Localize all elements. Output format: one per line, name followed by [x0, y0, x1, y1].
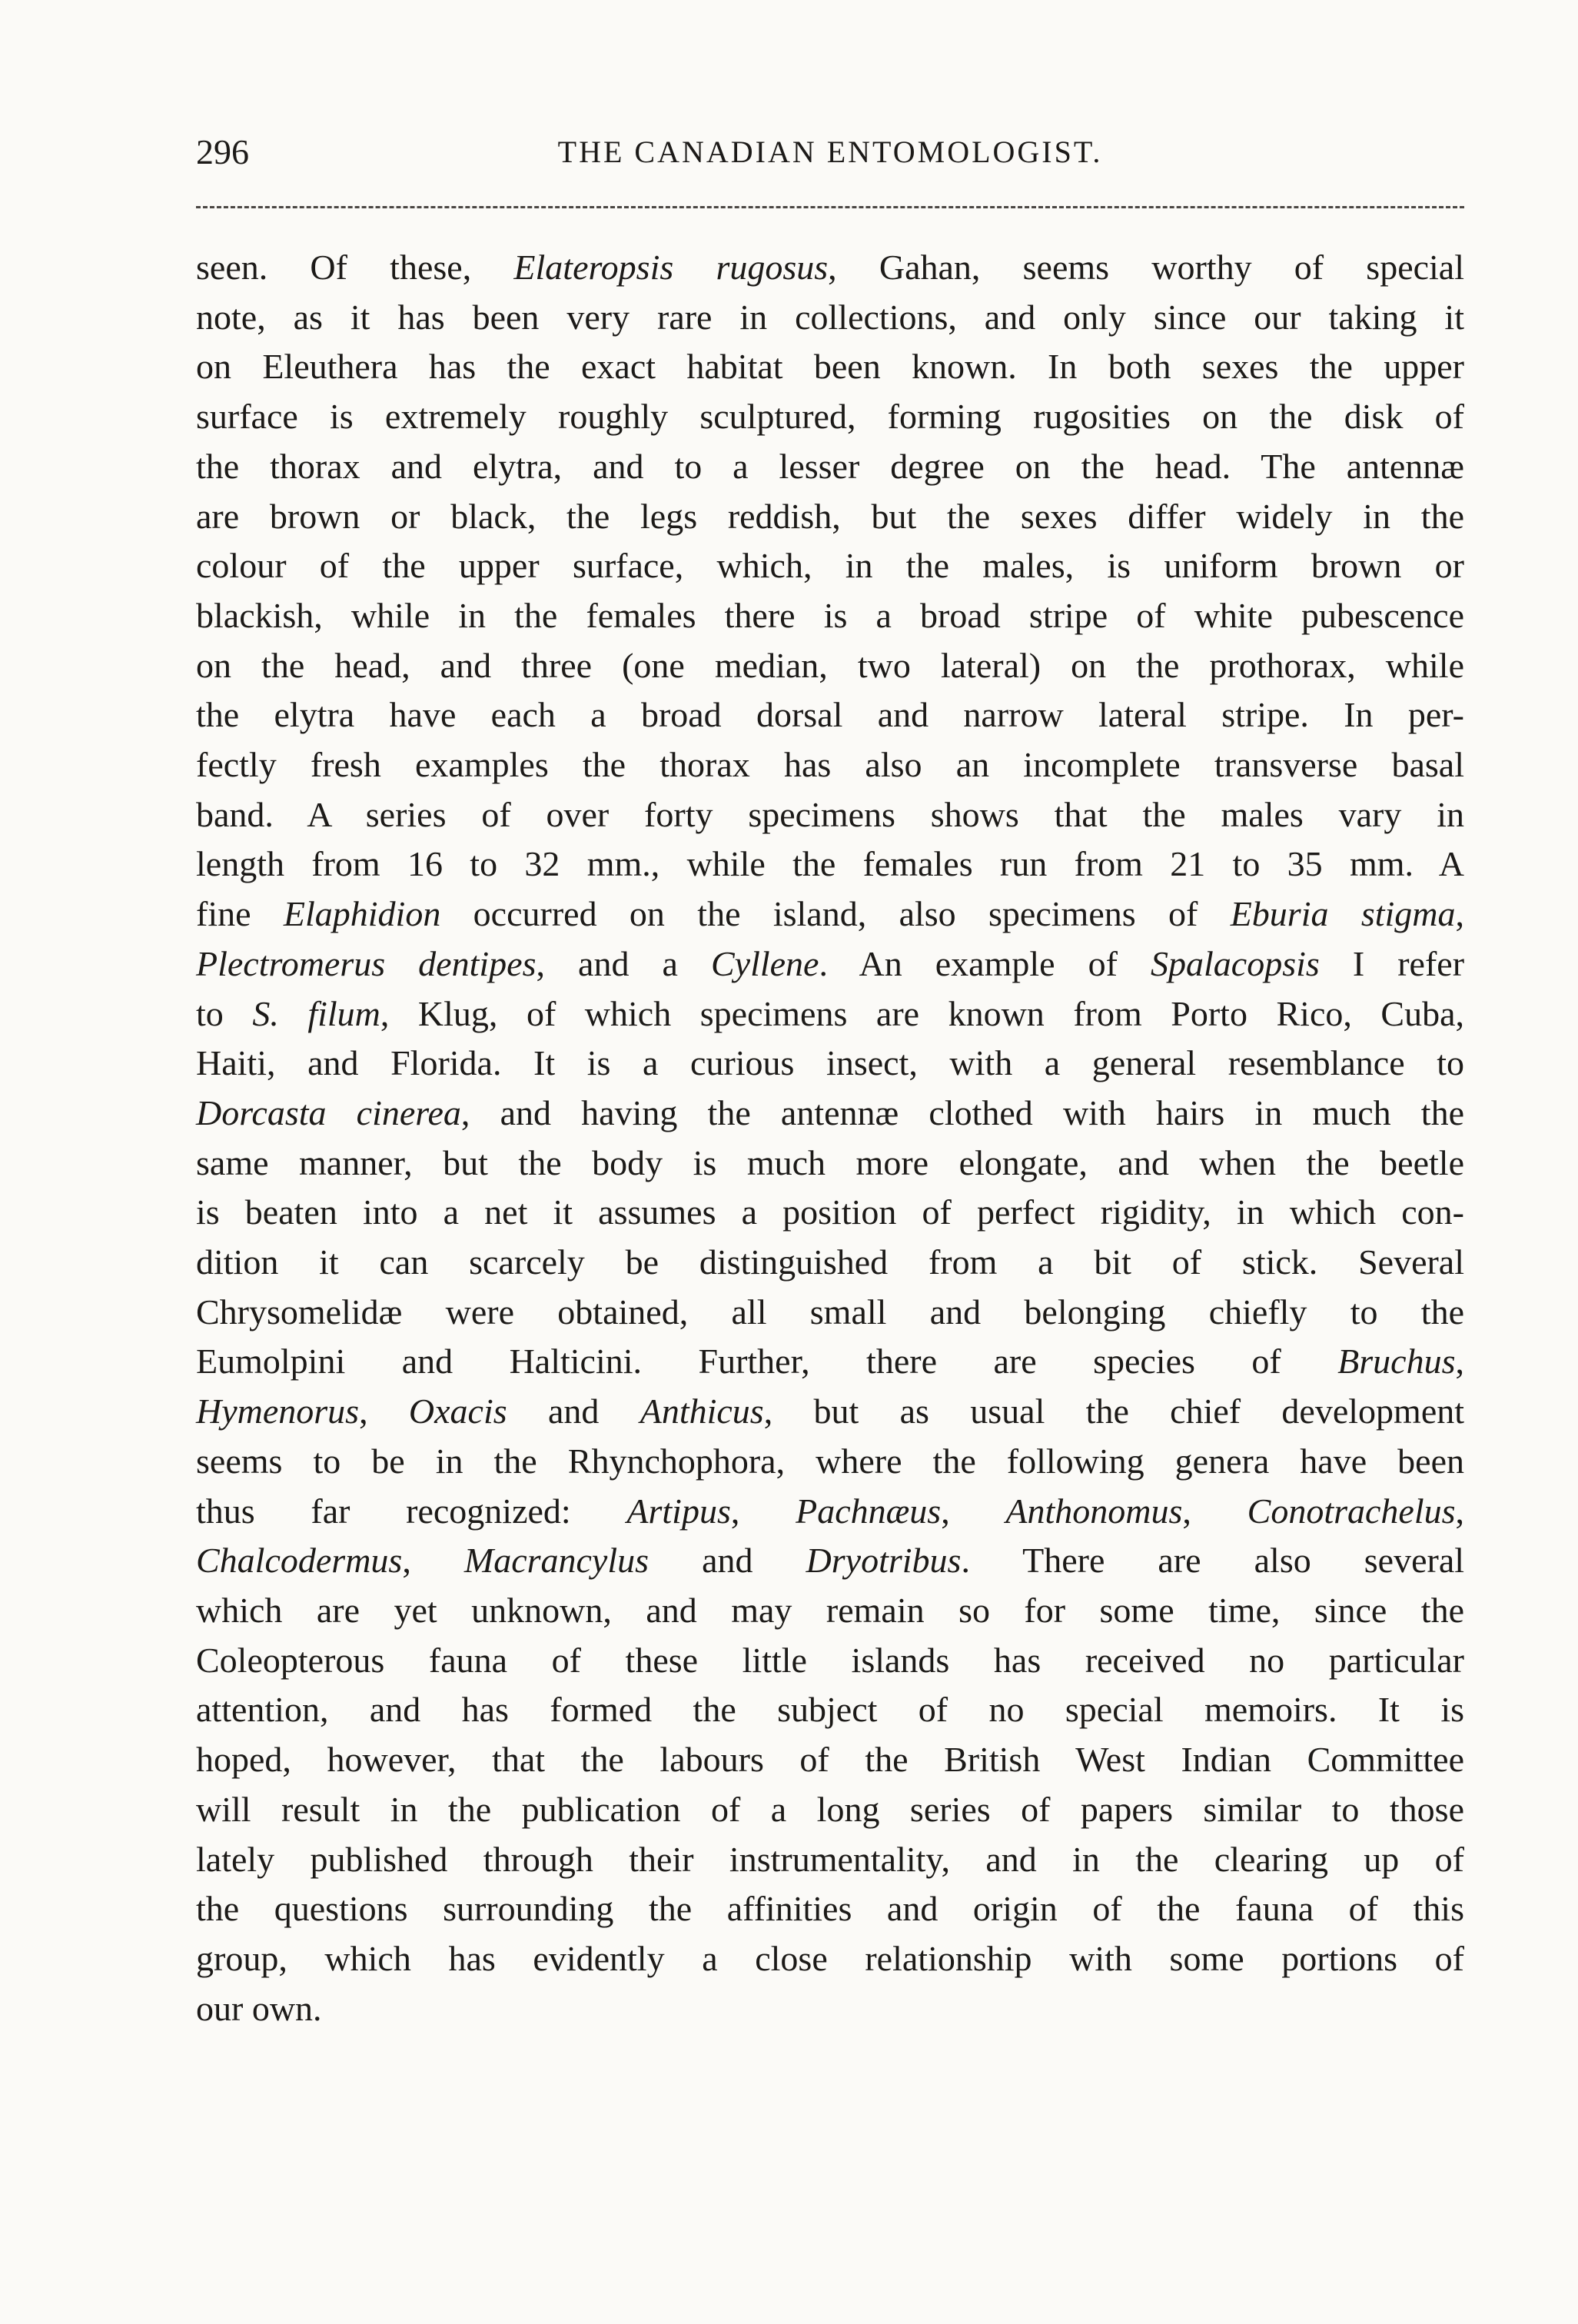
text-line	[196, 1586, 1464, 1636]
text-run: ,	[941, 1491, 1006, 1531]
text-run: ,	[359, 1391, 409, 1431]
italic-taxon-name: Hymenorus	[196, 1391, 360, 1431]
text-run: ,	[1182, 1491, 1247, 1531]
text-line	[196, 839, 1464, 889]
running-title: THE CANADIAN ENTOMOLOGIST.	[557, 135, 1103, 169]
text-run: note, as it has been very rare in collections, and only since our taking it	[196, 297, 1464, 337]
text-run: Haiti, and Florida. It is a curious insect, with a general resemblance to	[196, 1043, 1464, 1083]
text-line	[196, 989, 1464, 1039]
text-run: thus far recognized:	[196, 1491, 627, 1531]
italic-taxon-name: Elateropsis rugosus	[513, 248, 829, 287]
text-run: hoped, however, that the labours of the British West Indian Committee	[196, 1740, 1464, 1780]
italic-taxon-name: Artipus	[626, 1491, 731, 1531]
text-run: Eumolpini and Halticini. Further, there are species of	[196, 1342, 1338, 1381]
italic-taxon-name: Chalcodermus	[196, 1541, 403, 1581]
text-line	[196, 1835, 1464, 1885]
text-line	[196, 1984, 1464, 2034]
text-run: and	[507, 1391, 640, 1431]
text-line	[196, 641, 1464, 691]
text-run: ,	[730, 1491, 796, 1531]
italic-taxon-name: Eburia stigma	[1230, 894, 1456, 934]
text-run: fectly fresh examples the thorax has also an incomplete transverse basal	[196, 745, 1464, 785]
italic-taxon-name: Bruchus	[1337, 1342, 1456, 1381]
text-run: on the head, and three (one median, two lateral) on the prothorax, while	[196, 645, 1464, 685]
text-line	[196, 1735, 1464, 1785]
text-run: , but as usual the chief development	[763, 1391, 1465, 1431]
text-run: will result in the publication of a long series of papers similar to those	[196, 1789, 1464, 1829]
text-run: on Eleuthera has the exact habitat been known. In both sexes the upper	[196, 347, 1464, 387]
text-line	[196, 1387, 1464, 1437]
text-run: are brown or black, the legs reddish, but the sexes differ widely in the	[196, 496, 1464, 536]
italic-taxon-name: Anthonomus	[1005, 1491, 1183, 1531]
page-number: 296	[196, 132, 249, 171]
italic-taxon-name: Spalacopsis	[1151, 943, 1320, 983]
text-run: band. A series of over forty specimens shows that the males vary in	[196, 794, 1464, 834]
text-run: seems to be in the Rhynchophora, where the following genera have been	[196, 1441, 1464, 1481]
italic-taxon-name: Dorcasta cinerea	[196, 1092, 461, 1132]
text-run: . An example of	[819, 943, 1151, 983]
text-run: occurred on the island, also specimens of	[440, 894, 1231, 934]
text-run: blackish, while in the females there is a broad stripe of white pubescence	[196, 595, 1464, 635]
header-rule	[196, 206, 1464, 208]
text-line	[196, 690, 1464, 740]
text-run: ,	[1455, 1491, 1465, 1531]
text-run: is beaten into a net it assumes a position of perfect rigidity, in which con-	[196, 1192, 1464, 1232]
text-line	[196, 342, 1464, 392]
text-run: which are yet unknown, and may remain so for some time, since the	[196, 1590, 1464, 1630]
text-run: the elytra have each a broad dorsal and narrow lateral stripe. In per-	[196, 695, 1464, 735]
text-line	[196, 1934, 1464, 1984]
text-line	[196, 939, 1464, 989]
text-line	[196, 243, 1464, 293]
italic-taxon-name: Oxacis	[408, 1391, 507, 1431]
text-line	[196, 541, 1464, 591]
text-line	[196, 889, 1464, 939]
text-line	[196, 1536, 1464, 1586]
text-run: length from 16 to 32 mm., while the females run from 21 to 35 mm. A	[196, 844, 1464, 884]
text-line	[196, 740, 1464, 790]
text-run: group, which has evidently a close relationship with some portions of	[196, 1938, 1464, 1978]
text-run: our own.	[196, 1988, 322, 2028]
text-line	[196, 1437, 1464, 1487]
text-line	[196, 1089, 1464, 1139]
italic-taxon-name: Conotrachelus	[1247, 1491, 1456, 1531]
text-line	[196, 1337, 1464, 1387]
text-run: the thorax and elytra, and to a lesser degree on the head. The antennæ	[196, 446, 1464, 486]
text-run: lately published through their instrumentality, and in the clearing up of	[196, 1839, 1464, 1879]
text-line	[196, 1487, 1464, 1537]
page-header	[196, 129, 1464, 175]
text-run: , Gahan, seems worthy of special	[828, 248, 1464, 287]
text-run: Chrysomelidæ were obtained, all small and belonging chiefly to the	[196, 1292, 1464, 1332]
text-line	[196, 790, 1464, 840]
italic-taxon-name: Dryotribus	[806, 1541, 962, 1581]
text-run: to	[196, 993, 253, 1033]
text-run: . There are also several	[961, 1541, 1465, 1581]
italic-taxon-name: Pachnæus	[796, 1491, 942, 1531]
italic-taxon-name: Anthicus	[640, 1391, 764, 1431]
text-run: surface is extremely roughly sculptured, forming rugosities on the disk of	[196, 397, 1464, 437]
text-run: colour of the upper surface, which, in the males, is uniform brown or	[196, 546, 1464, 586]
text-run: seen. Of these,	[196, 248, 514, 287]
italic-taxon-name: S. filum	[252, 993, 380, 1033]
text-line	[196, 1288, 1464, 1338]
text-line	[196, 492, 1464, 542]
text-line	[196, 293, 1464, 343]
text-line	[196, 1685, 1464, 1735]
italic-taxon-name: Plectromerus dentipes	[196, 943, 537, 983]
text-line	[196, 1188, 1464, 1238]
text-run: ,	[1455, 894, 1465, 934]
text-line	[196, 442, 1464, 492]
italic-taxon-name: Elaphidion	[283, 894, 441, 934]
text-run: dition it can scarcely be distinguished from a bit of stick. Several	[196, 1242, 1464, 1282]
text-line	[196, 591, 1464, 641]
body-paragraph	[196, 243, 1464, 2033]
text-line	[196, 1884, 1464, 1934]
text-run: , Klug, of which specimens are known from Porto Rico, Cuba,	[380, 993, 1464, 1033]
text-run: I refer	[1319, 943, 1465, 983]
text-run: Coleopterous fauna of these little islands has received no particular	[196, 1640, 1464, 1680]
text-line	[196, 1039, 1464, 1089]
text-line	[196, 1139, 1464, 1189]
text-line	[196, 392, 1464, 442]
text-line	[196, 1636, 1464, 1686]
text-run: ,	[1455, 1342, 1464, 1381]
text-run: and	[649, 1541, 806, 1581]
text-run: , and a	[536, 943, 711, 983]
text-line	[196, 1785, 1464, 1835]
text-run: , and having the antennæ clothed with hairs in much the	[460, 1092, 1465, 1132]
text-run: the questions surrounding the affinities and origin of the fauna of this	[196, 1889, 1464, 1929]
text-run: ,	[402, 1541, 464, 1581]
text-run: same manner, but the body is much more elongate, and when the beetle	[196, 1142, 1464, 1182]
italic-taxon-name: Macrancylus	[463, 1541, 649, 1581]
text-line	[196, 1238, 1464, 1288]
text-run: attention, and has formed the subject of no special memoirs. It is	[196, 1690, 1464, 1730]
text-run: fine	[196, 894, 284, 934]
italic-taxon-name: Cyllene	[710, 943, 819, 983]
